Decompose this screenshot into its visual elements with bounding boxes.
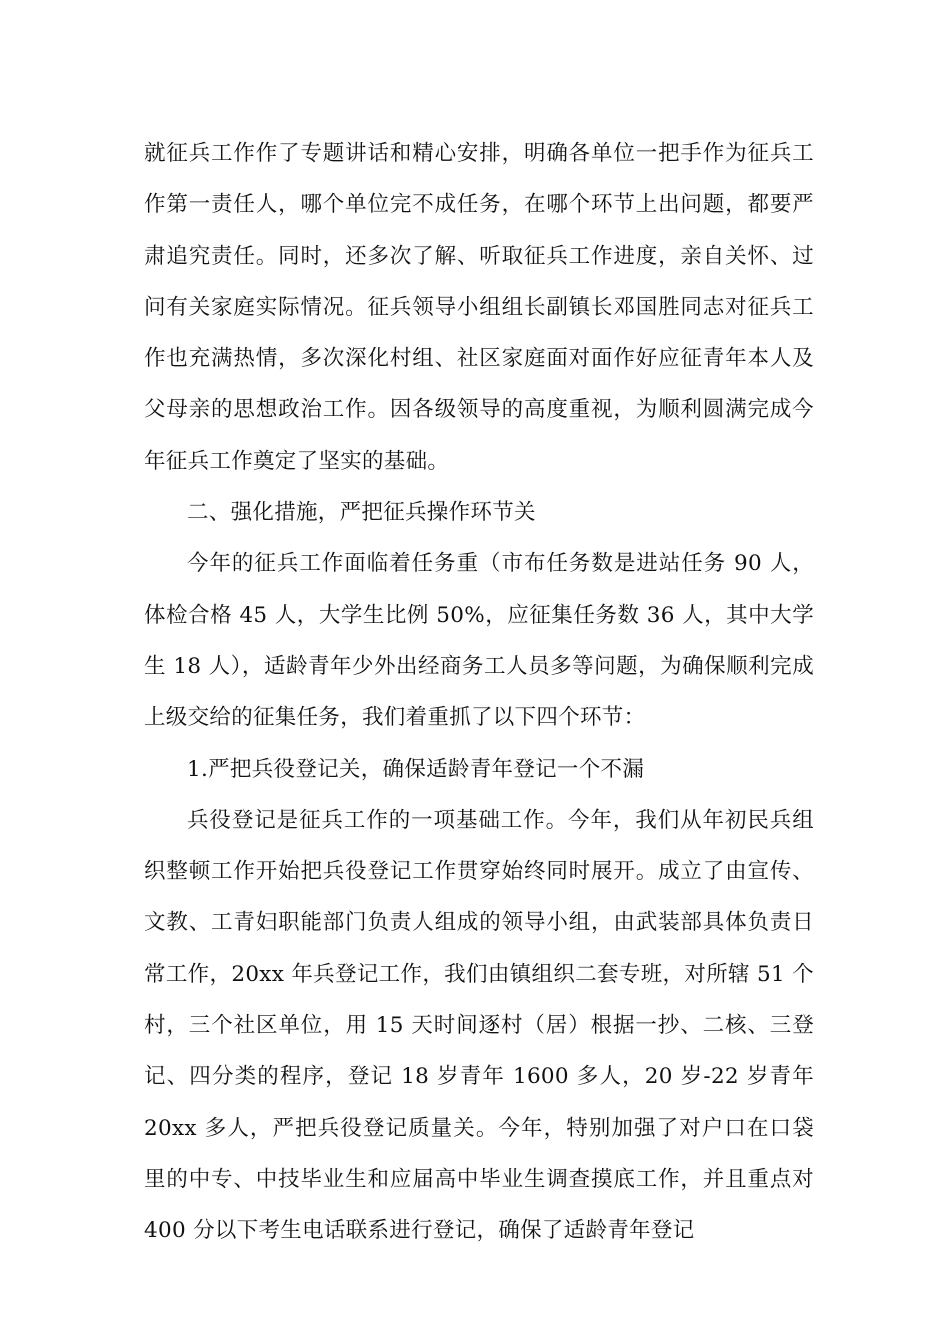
paragraph-leaders-attention: 就征兵工作作了专题讲话和精心安排，明确各单位一把手作为征兵工作第一责任人，哪个单位完不成任务，在哪个环节上出问题，都要严肃追究责任。同时，还多次了解、听取征兵工作进度，亲自关怀、过问有关家庭实际情况。征兵领导小组组长副镇长邓国胜同志对征兵工作也充满热情，多次深化村组、社区家庭面对面作好应征青年本人及父母亲的思想政治工作。因各级领导的高度重视，为顺利圆满完成今年征兵工作奠定了坚实的基础。 [144,141,814,474]
paragraph-registration: 兵役登记是征兵工作的一项基础工作。今年，我们从年初民兵组织整顿工作开始把兵役登记工作贯穿始终同时展开。成立了由宣传、文教、工青妇职能部门负责人组成的领导小组，由武装部具体负责日常工作，20xx 年兵登记工作，我们由镇组织二套专班，对所辖 51 个村，三个社区单位，用 15 天时间逐村（居）根据一抄、二核、三登记、四分类的程序，登记 18 岁青年 1600 多人，20 岁-22 岁青年 20xx 多人，严把兵役登记质量关。今年，特别加强了对户口在口袋里的中专、中技毕业生和应届高中毕业生调查摸底工作，并且重点对 400 分以下考生电话联系进行登记，确保了适龄青年登记 [144,807,814,1244]
paragraph-tasks: 今年的征兵工作面临着任务重（市布任务数是进站任务 90 人，体检合格 45 人，大学生比例 50%，应征集任务数 36 人，其中大学生 18 人），适龄青年少外出经商务工人员多等问题，为确保顺利完成上级交给的征集任务，我们着重抓了以下四个环节： [144,551,814,731]
subheading-registration: 1.严把兵役登记关，确保适龄青年登记一个不漏 [187,756,645,782]
document-body [144,128,814,1257]
section-heading-measures: 二、强化措施，严把征兵操作环节关 [187,500,536,526]
